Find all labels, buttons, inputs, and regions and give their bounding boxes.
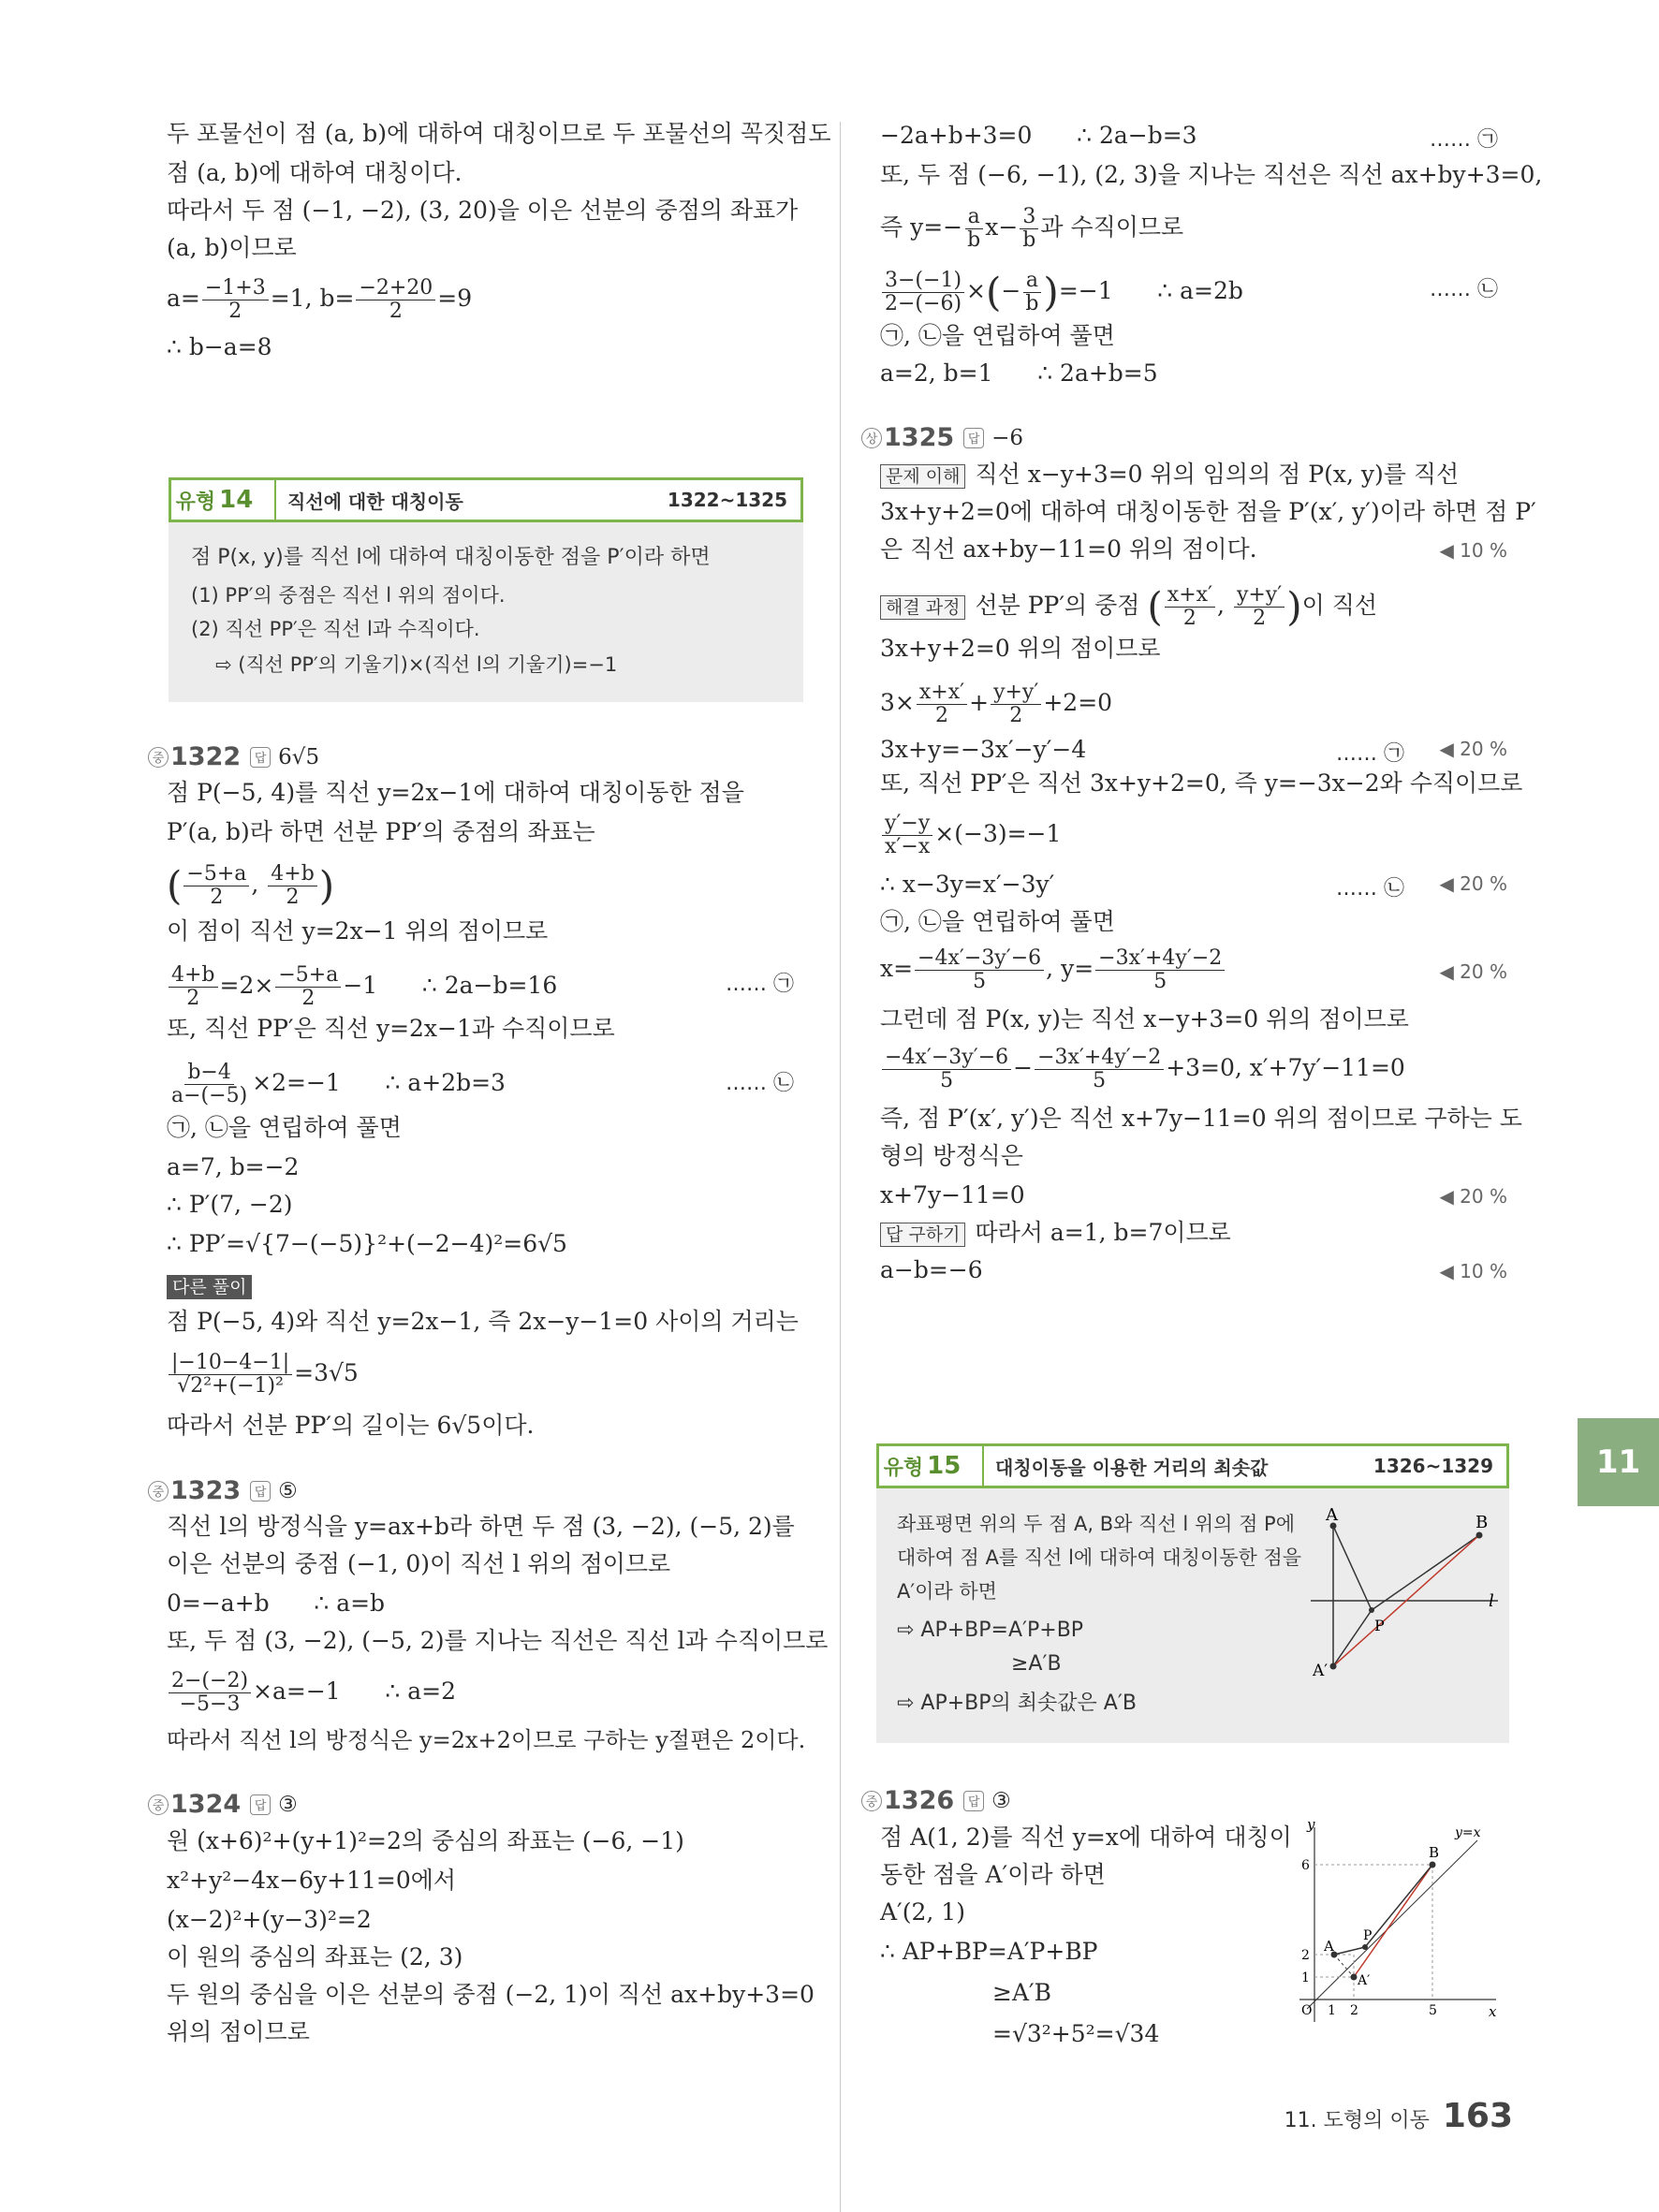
text-line: 또, 두 점 (−6, −1), (2, 3)을 지나는 직선은 직선 ax+by+3=0, [880,161,1543,188]
label-b: B [1429,1844,1440,1861]
fraction [1234,584,1285,630]
math-text: =1, b= [270,285,355,312]
answer-value: ⑤ [278,1478,298,1503]
math-text: ×(−3)=−1 [934,820,1062,847]
label-y: y [1307,1816,1315,1833]
denominator: 2 [389,300,403,323]
answer-value: ③ [991,1788,1011,1813]
denominator: 2 [186,987,200,1010]
fraction [1022,270,1041,315]
fraction [184,863,249,909]
text-line [880,1219,1231,1247]
denominator: 2 [286,886,300,909]
tick-y-1: 1 [1301,1970,1310,1985]
point-b [1430,1862,1436,1868]
math-line [167,964,557,1010]
chapter-tab: 11 [1578,1418,1659,1506]
type15-line: A′이라 하면 [897,1580,997,1603]
point-p [1362,1944,1368,1950]
numerator: |−10−4−1| [169,1352,292,1375]
paren-close: ) [1286,583,1302,630]
chapter-label: 11. 도형의 이동 [1284,2109,1430,2132]
denominator: 5 [973,970,987,993]
problem-1326-header [861,1786,1011,1815]
denominator: b [967,228,981,252]
math-text: 3× [880,689,915,716]
denominator: x′−x [885,835,931,858]
tick-y-6: 6 [1301,1858,1310,1873]
text-line: A′(2, 1) [880,1898,965,1926]
segment-ap [1333,1526,1372,1610]
paren-open: ( [1147,583,1163,630]
score-percent: ◀ 20 % [1439,738,1507,760]
line-y-eq-x [1307,1840,1477,2009]
denominator: −5−3 [179,1692,241,1716]
paren-open: ( [985,269,1002,315]
denominator: 5 [940,1069,954,1092]
denominator: b [1022,228,1036,252]
eq-mark: …… ㉠ [726,973,794,996]
level-badge: 중 [861,1791,882,1811]
text-line [880,461,1459,489]
type14-line: ⇨ (직선 PP′의 기울기)×(직선 l의 기울기)=−1 [215,653,618,676]
answer-value: ③ [278,1792,298,1817]
type14-range: 1322~1325 [667,489,787,511]
math-text: × [966,277,986,304]
problem-number: 1324 [170,1790,242,1819]
text-line: 점 P(−5, 4)를 직선 y=2x−1에 대하여 대칭이동한 점을 [167,779,744,806]
text-line: 따라서 직선 l의 방정식은 y=2x+2이므로 구하는 y절편은 2이다. [167,1727,806,1753]
step-tag: 답 구하기 [880,1223,965,1247]
problem-number: 1326 [884,1786,955,1815]
text-line: 즉, 점 P′(x′, y′)은 직선 x+7y−11=0 위의 점이므로 구하는 도 [880,1105,1522,1132]
label-a2: A′ [1313,1662,1329,1680]
type15-figure [1311,1507,1507,1685]
eq-mark: …… ㉡ [1430,278,1498,301]
answer-badge: 답 [250,1481,271,1502]
tick-x-5: 5 [1429,2003,1437,2018]
problem-1323-header [148,1476,298,1505]
denominator: 2 [1182,607,1197,630]
numerator: −2+20 [356,277,435,300]
type15-line: ⇨ AP+BP의 최솟값은 A′B [897,1692,1137,1715]
score-percent: ◀ 10 % [1439,539,1507,562]
segment-pb [1372,1535,1479,1610]
fraction [268,863,317,909]
text-line: ㉠, ㉡을 연립하여 풀면 [880,322,1115,349]
point-a2 [1351,1974,1358,1981]
type-number: 15 [927,1452,962,1480]
math-text: ×a=−1 ∴ a=2 [253,1677,456,1705]
label-a: A [1324,1938,1334,1955]
step-tag: 해결 과정 [880,595,965,620]
fraction [964,206,983,252]
text-line: 또, 두 점 (3, −2), (−5, 2)를 지나는 직선은 직선 l과 수직이므로 [167,1627,829,1654]
problem-1325-header [861,423,1023,452]
denominator: a−(−5) [171,1084,248,1107]
math-text: x− [985,213,1019,241]
type15-title: 대칭이동을 이용한 거리의 최솟값 [982,1446,1268,1486]
text-line: =√3²+5²=√34 [992,2020,1160,2047]
math-line [167,277,472,323]
numerator: 3−(−1) [882,270,964,293]
type15-tag [879,1446,965,1486]
denominator: 2 [301,987,316,1010]
label-l: l [1489,1591,1494,1611]
numerator: 4+b [169,964,218,988]
numerator: a [1023,270,1041,293]
math-text: +2=0 [1043,689,1113,716]
score-percent: ◀ 20 % [1439,960,1507,983]
problem-1324-header [148,1790,298,1819]
math-text: 즉 y=− [880,213,963,241]
type14-tag [171,480,257,520]
text-line: 이 원의 중심의 좌표는 (2, 3) [167,1943,463,1970]
point-b [1476,1532,1483,1539]
fraction [1095,947,1225,993]
answer-value: −6 [991,425,1024,450]
math-text: 선분 PP′의 중점 [975,592,1140,619]
text-line: 두 원의 중심을 이은 선분의 중점 (−2, 1)이 직선 ax+by+3=0 [167,1981,815,2008]
math-line [880,1047,1405,1092]
numerator: y+y′ [1234,584,1285,608]
type14-header [169,477,803,522]
math-text: =9 [437,285,473,312]
segment-a2b [1354,1865,1432,1977]
text-line: ∴ PP′=√{7−(−5)}²+(−2−4)²=6√5 [167,1230,567,1257]
text-line: ㉠, ㉡을 연립하여 풀면 [167,1114,402,1141]
text-line: 점 A(1, 2)를 직선 y=x에 대하여 대칭이 [880,1824,1292,1851]
math-line [880,947,1226,993]
numerator: y′−y [882,813,932,836]
eq-mark: …… ㉡ [1336,877,1404,901]
level-badge: 중 [148,1795,169,1815]
math-line [167,1352,359,1398]
text-line: −2a+b+3=0 ∴ 2a−b=3 [880,122,1197,149]
denominator: 2 [228,300,242,323]
math-text: , y= [1046,955,1094,982]
numerator: x+x′ [917,681,967,705]
label-x: x [1489,2003,1497,2020]
denominator: 2 [210,886,224,909]
type15-range: 1326~1329 [1373,1455,1493,1477]
problem-number: 1325 [884,423,955,452]
math-line [880,206,1183,252]
text-line: 그런데 점 P(x, y)는 직선 x−y+3=0 위의 점이므로 [880,1005,1409,1033]
page-footer [1285,2097,1513,2135]
numerator: −4x′−3y′−6 [915,947,1044,971]
tick-y-2: 2 [1301,1948,1310,1963]
problem-number: 1323 [170,1476,242,1505]
eq-mark: …… ㉠ [1430,128,1498,152]
numerator: −1+3 [202,277,269,300]
math-text: =−1 ∴ a=2b [1058,277,1243,304]
answer-badge: 답 [250,747,271,768]
type14-line: (2) 직선 PP′은 직선 l과 수직이다. [191,618,480,640]
text-line: ≥A′B [992,1979,1052,2006]
score-percent: ◀ 20 % [1439,1185,1507,1208]
fraction [991,681,1041,727]
segment-pb [1365,1865,1432,1947]
type-label: 유형 [883,1456,924,1480]
numerator: 4+b [268,863,317,886]
eq-mark: …… ㉠ [1336,742,1404,766]
type15-line: 좌표평면 위의 두 점 A, B와 직선 l 위의 점 P에 [897,1513,1295,1535]
type15-line: ⇨ AP+BP=A′P+BP [897,1619,1084,1642]
problem-number: 1322 [170,742,242,771]
text-line: 이은 선분의 중점 (−1, 0)이 직선 l 위의 점이므로 [167,1550,671,1577]
denominator: 2 [1253,607,1267,630]
math-line [880,681,1112,727]
alt-solution-label [167,1271,252,1299]
level-badge: 중 [148,1481,169,1502]
math-text: − [1013,1054,1034,1081]
text-line: 위의 점이므로 [167,2018,310,2045]
type14-line: (1) PP′의 중점은 직선 l 위의 점이다. [191,584,506,607]
text-line: ㉠, ㉡을 연립하여 풀면 [880,908,1115,935]
text-line: ∴ AP+BP=A′P+BP [880,1938,1098,1965]
page-number: 163 [1442,2097,1513,2135]
fraction [882,813,932,858]
denominator: 2−(−6) [885,292,962,315]
paren-close: ) [1043,269,1059,315]
text-line: 직선 l의 방정식을 y=ax+b라 하면 두 점 (3, −2), (−5, 2)를 [167,1513,795,1540]
math-line: ( $\frac{-5+a}{2}$ , $\frac{4+b}{2}$ ) [167,862,335,909]
numerator: −5+a [275,964,341,988]
numerator: y+y′ [991,681,1041,705]
fraction [882,270,964,315]
fraction [356,277,435,323]
paren-close: ) [318,862,335,909]
text-line: x+7y−11=0 [880,1181,1025,1209]
text-line: 따라서 두 점 (−1, −2), (3, 20)을 이은 선분의 중점의 좌표가 [167,197,799,224]
p1326-figure [1290,1816,1505,2031]
numerator: −3x′+4y′−2 [1035,1047,1164,1070]
fraction [202,277,269,323]
text-line: 두 포물선이 점 (a, b)에 대하여 대칭이므로 두 포물선의 꼭짓점도 [167,120,831,147]
math-line: 해결 과정 선분 PP′의 중점 ( $\frac{x+x'}{2}$ , $\frac{y+y'}{2}$ )이 직선 [880,584,1377,630]
type14-line: 점 P(x, y)를 직선 l에 대하여 대칭이동한 점을 P′이라 하면 [191,546,711,569]
text-line: (a, b)이므로 [167,234,297,261]
text-line: ∴ P′(7, −2) [167,1191,293,1218]
text-line: 은 직선 ax+by−11=0 위의 점이다. [880,535,1257,563]
fraction [169,1062,250,1107]
tick-x-2: 2 [1350,2003,1358,2018]
type15-header [876,1443,1509,1488]
text-line: 원 (x+6)²+(y+1)²=2의 중심의 좌표는 (−6, −1) [167,1827,684,1854]
fraction [1035,1047,1164,1092]
segment-a2p [1333,1610,1372,1666]
text: 직선 x−y+3=0 위의 임의의 점 P(x, y)를 직선 [975,461,1460,488]
type-label: 유형 [175,490,216,514]
text-line: (x−2)²+(y−3)²=2 [167,1906,372,1933]
text-line: 점 P(−5, 4)와 직선 y=2x−1, 즉 2x−y−1=0 사이의 거리는 [167,1308,799,1335]
fraction [882,1047,1011,1092]
text-line: 0=−a+b ∴ a=b [167,1589,386,1617]
text: 따라서 a=1, b=7이므로 [975,1219,1231,1246]
denominator: b [1025,292,1039,315]
fraction [1020,206,1038,252]
fraction [169,964,218,1010]
text-line: a=7, b=−2 [167,1153,300,1180]
fraction [275,964,341,1010]
math-text: a= [167,285,200,312]
eq-mark: …… ㉡ [726,1072,794,1095]
text-line: a−b=−6 [880,1256,983,1283]
text-line: 3x+y=−3x′−y′−4 [880,736,1087,763]
denominator: 5 [1153,970,1167,993]
level-badge: 상 [861,428,882,448]
fraction [1165,584,1215,630]
math-text: 이 직선 [1301,592,1378,619]
type15-line: 대하여 점 A를 직선 l에 대하여 대칭이동한 점을 [897,1546,1302,1569]
column-divider [840,122,841,2212]
label-a: A [1326,1507,1338,1525]
tick-x-1: 1 [1328,2003,1336,2018]
label-origin: O [1301,2003,1313,2018]
math-text: =2× [219,972,274,999]
text-line: 형의 방정식은 [880,1142,1023,1169]
label-y-eq-x: y=x [1455,1825,1481,1840]
denominator: √2²+(−1)² [177,1374,284,1398]
text-line: 3x+y+2=0 위의 점이므로 [880,635,1161,662]
text-line: a=2, b=1 ∴ 2a+b=5 [880,359,1158,387]
text-line: 3x+y+2=0에 대하여 대칭이동한 점을 P′(x′, y′)이라 하면 점 P′ [880,498,1536,525]
math-text: + [969,689,990,716]
math-text: 과 수직이므로 [1040,213,1184,241]
fraction [917,681,967,727]
numerator: 3 [1020,206,1038,229]
numerator: −3x′+4y′−2 [1095,947,1225,971]
fraction [169,1670,251,1716]
math-text: +3=0, x′+7y′−11=0 [1166,1054,1405,1081]
score-percent: ◀ 20 % [1439,872,1507,895]
numerator: b−4 [184,1062,234,1085]
math-line: $\frac{3-(-1)}{2-(-6)}$ ×(− $\frac{a}{b}$ )=−1 ∴ a=2b [880,270,1243,315]
alt-tag: 다른 풀이 [167,1275,252,1299]
score-percent: ◀ 10 % [1439,1260,1507,1282]
denominator: 2 [934,704,948,727]
numerator: −4x′−3y′−6 [882,1047,1011,1070]
text-line: ∴ b−a=8 [167,333,272,360]
math-text: x= [880,955,914,982]
numerator: a [965,206,983,229]
text-line: 또, 직선 PP′은 직선 y=2x−1과 수직이므로 [167,1015,615,1042]
answer-value: 6√5 [278,744,320,769]
math-line [167,1062,506,1107]
text-line: 따라서 선분 PP′의 길이는 6√5이다. [167,1412,535,1439]
type15-line: ≥A′B [1011,1652,1062,1676]
label-p: P [1363,1928,1373,1943]
fraction [169,1352,292,1398]
point-a2 [1330,1663,1337,1670]
numerator: −5+a [184,863,249,886]
math-text: ×2=−1 ∴ a+2b=3 [252,1069,506,1096]
fraction [915,947,1044,993]
type14-title: 직선에 대한 대칭이동 [274,480,463,520]
label-a2: A′ [1358,1973,1371,1988]
numerator: 2−(−2) [169,1670,251,1693]
text-line: ∴ x−3y=x′−3y′ [880,871,1055,898]
step-tag: 문제 이해 [880,464,965,489]
denominator: 5 [1093,1069,1107,1092]
math-text: −1 ∴ 2a−b=16 [343,972,558,999]
numerator: x+x′ [1165,584,1215,608]
text-line: 점 (a, b)에 대하여 대칭이다. [167,159,462,186]
denominator: 2 [1009,704,1023,727]
text-line: x²+y²−4x−6y+11=0에서 [167,1867,457,1894]
math-text: =3√5 [294,1359,359,1386]
type-number: 14 [219,486,254,514]
answer-badge: 답 [963,1791,984,1811]
text-line: 동한 점을 A′이라 하면 [880,1861,1106,1888]
text-line: 또, 직선 PP′은 직선 3x+y+2=0, 즉 y=−3x−2와 수직이므로 [880,769,1523,797]
text-line: 이 점이 직선 y=2x−1 위의 점이므로 [167,917,549,945]
label-b: B [1475,1513,1489,1532]
answer-badge: 답 [963,428,984,448]
label-p: P [1374,1617,1385,1634]
paren-open: ( [167,862,183,909]
point-p [1369,1607,1374,1613]
text-line: P′(a, b)라 하면 선분 PP′의 중점의 좌표는 [167,818,595,845]
math-line [880,813,1061,858]
segment-ap [1334,1947,1365,1955]
math-line [167,1670,456,1716]
problem-1322-header [148,742,319,771]
level-badge: 중 [148,747,169,768]
answer-badge: 답 [250,1795,271,1815]
